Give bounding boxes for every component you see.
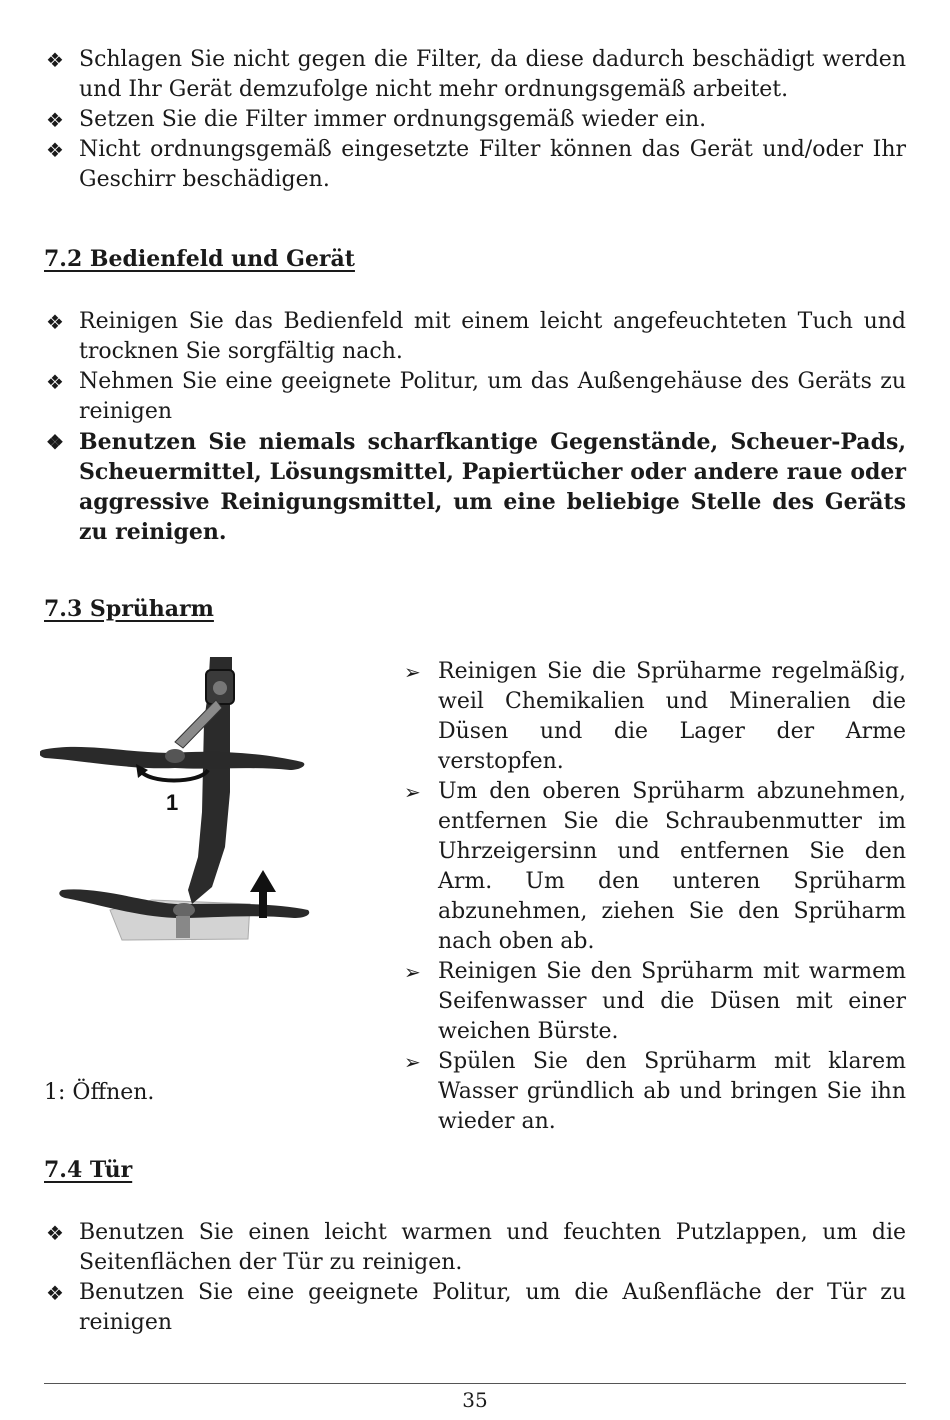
list-item: ➢ Reinigen Sie den Sprüharm mit warmem Seifenwasser und die Düsen mit einer weichen Bürste. <box>404 959 906 1044</box>
section-heading-7-4: 7.4 Tür <box>44 1157 133 1183</box>
arrowhead-bullet-icon: ➢ <box>404 660 421 684</box>
section-7-2-bullet-list <box>44 307 906 547</box>
list-item: ➢ Um den oberen Sprüharm abzunehmen, entfernen Sie die Schraubenmutter im Uhrzeigersinn und entfernen Sie den Arm. Um den unteren Sprüharm abzunehmen, ziehen Sie den Sprüharm nach oben ab. <box>404 779 906 954</box>
intro-bullet-list <box>44 45 906 195</box>
list-item: ➢ Spülen Sie den Sprüharm mit klarem Wasser gründlich ab und bringen Sie ihn wieder an. <box>404 1049 906 1134</box>
four-diamond-bullet-icon: ❖ <box>46 370 64 394</box>
four-diamond-bullet-icon: ❖ <box>46 108 64 132</box>
arrowhead-bullet-icon: ➢ <box>404 960 421 984</box>
list-item: ❖ Reinigen Sie das Bedienfeld mit einem leicht angefeuchteten Tuch und trocknen Sie sorgfältig nach. <box>46 309 906 364</box>
list-item: ❖ Benutzen Sie eine geeignete Politur, um die Außenfläche der Tür zu reinigen <box>46 1280 906 1335</box>
list-item: ❖ Schlagen Sie nicht gegen die Filter, da diese dadurch beschädigt werden und Ihr Gerät demzufolge nicht mehr ordnungsgemäß arbeitet. <box>46 47 906 102</box>
four-diamond-bullet-icon: ❖ <box>46 138 64 162</box>
list-item: ❖ Benutzen Sie einen leicht warmen und feuchten Putzlappen, um die Seitenflächen der Tür zu reinigen. <box>46 1220 906 1275</box>
list-item: ❖ Nehmen Sie eine geeignete Politur, um das Außengehäuse des Geräts zu reinigen <box>46 369 906 424</box>
arrowhead-bullet-icon: ➢ <box>404 1050 421 1074</box>
figure-label: 1 <box>166 790 179 815</box>
spray-arm-steps <box>404 657 906 1137</box>
four-diamond-bullet-icon: ❖ <box>46 1221 64 1245</box>
arrowhead-bullet-icon: ➢ <box>404 780 421 804</box>
list-item: ➢ Reinigen Sie die Sprüharme regelmäßig, weil Chemikalien und Mineralien die Düsen und die Lager der Arme verstopfen. <box>404 659 906 774</box>
footer-divider <box>44 1383 906 1384</box>
section-7-4-bullet-list <box>44 1218 906 1338</box>
four-diamond-bullet-icon: ❖ <box>46 48 64 72</box>
section-heading-7-3: 7.3 Sprüharm <box>44 596 214 622</box>
list-item: ❖ Nicht ordnungsgemäß eingesetzte Filter können das Gerät und/oder Ihr Geschirr beschädigen. <box>46 137 906 192</box>
spray-arm-illustration <box>40 652 315 947</box>
four-diamond-bullet-icon: ❖ <box>46 430 64 454</box>
page-number: 35 <box>462 1388 488 1412</box>
warning-list-item: ❖ Benutzen Sie niemals scharfkantige Gegenstände, Scheuer-Pads, Scheuermittel, Lösungsmittel, Papiertücher oder andere raue oder aggressive Reinigungsmittel, um eine beliebige Stelle des Geräts zu reinigen. <box>46 429 906 545</box>
figure-caption: 1: Öffnen. <box>44 1080 155 1105</box>
four-diamond-bullet-icon: ❖ <box>46 310 64 334</box>
list-item: ❖ Setzen Sie die Filter immer ordnungsgemäß wieder ein. <box>44 105 906 135</box>
four-diamond-bullet-icon: ❖ <box>46 1281 64 1305</box>
section-heading-7-2: 7.2 Bedienfeld und Gerät <box>44 246 355 272</box>
